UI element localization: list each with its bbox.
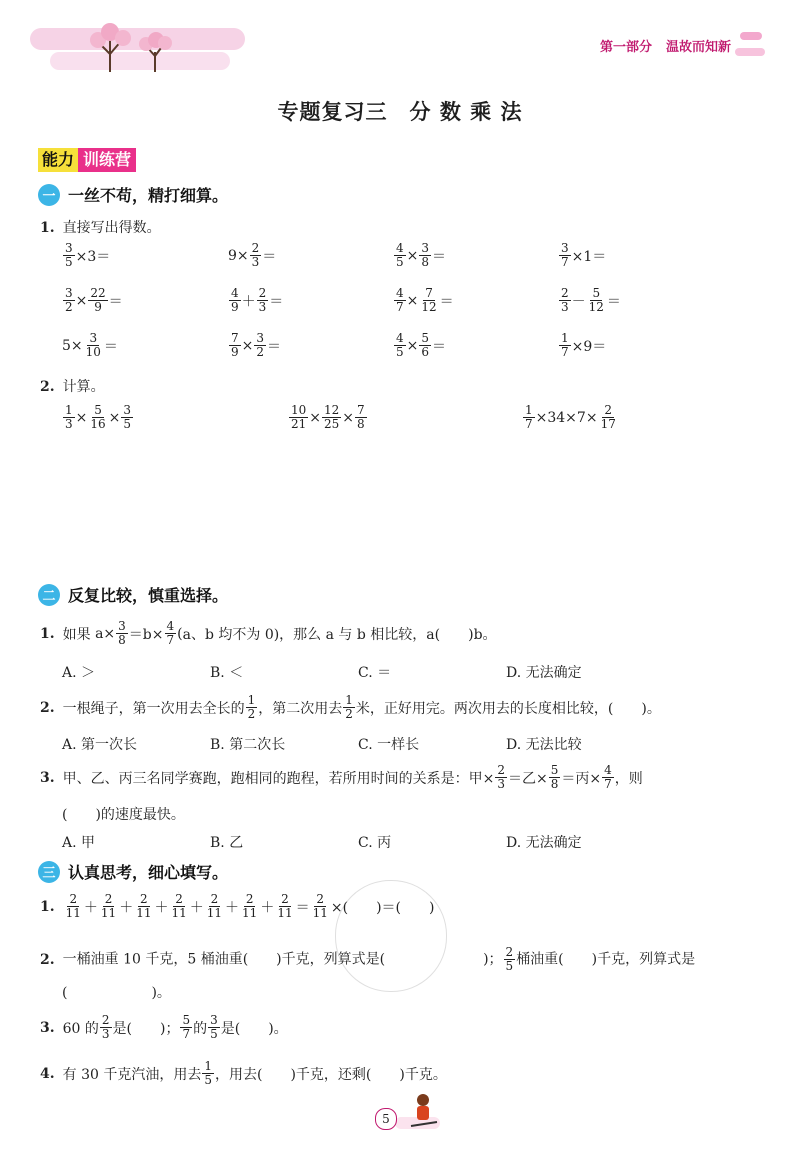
question-text: 甲、乙、丙三名同学赛跑，跑相同的跑程，若所用时间的关系是：甲×: [62, 770, 495, 787]
question: [40, 217, 161, 237]
option[interactable]: D. 无法确定: [506, 835, 582, 851]
section-title: 反复比较，慎重选择。: [68, 586, 229, 605]
header-label: [600, 36, 745, 55]
math-expression: $\frac{3}{7}$ ×1＝: [561, 241, 607, 269]
question-text: 桶油重( )千克，列算式是: [516, 951, 696, 968]
question-number: 3.: [40, 1019, 55, 1036]
question-text: 如果: [62, 626, 91, 643]
math-expression: $\frac{4}{7}$ × $\frac{7}{12}$ ＝: [396, 286, 454, 314]
question-number: 1.: [40, 625, 55, 642]
question-text: ＝丙×: [561, 770, 602, 787]
section-badge: [38, 148, 136, 172]
question-text: ，则: [614, 770, 643, 787]
section-heading: [38, 183, 228, 206]
section-title: 一丝不苟，精打细算。: [68, 186, 229, 205]
math-expression: $\frac{2}{3}$ － $\frac{5}{12}$ ＝: [561, 286, 621, 314]
math-expression: $\frac{7}{9}$ × $\frac{3}{2}$ ＝: [231, 331, 282, 359]
question-number: 2.: [40, 699, 55, 716]
question: 1. 如果 a× $\frac{3}{8}$ ＝b× $\frac{4}{7}$ ( a、b 均不为 0)，那么 a 与 b 相比较，a( )b。: [40, 619, 497, 647]
math-expression: $\frac{1}{7}$ ×34×7× $\frac{2}{17}$: [525, 403, 616, 431]
math-expression: $\frac{1}{3}$ × $\frac{5}{16}$ × $\frac{3}{5}$: [65, 403, 132, 431]
header-decoration: [735, 48, 765, 56]
cherry-tree-icon: [70, 14, 190, 74]
question-text: 60 的: [62, 1020, 99, 1037]
page-title: 专题复习三 分 数 乘 法: [277, 100, 523, 124]
section-heading: [38, 583, 228, 606]
math-expression: $\frac{10}{21}$ × $\frac{12}{25}$ × $\frac{7}{8}$: [291, 403, 365, 431]
header-decoration: [740, 32, 762, 40]
question-text: ( )。: [62, 985, 171, 1001]
question-text: 有 30 千克汽油，用去: [62, 1066, 202, 1083]
question-number: 4.: [40, 1065, 55, 1082]
question-text: ，用去( )千克，还剩( )千克。: [214, 1066, 447, 1083]
question: 3. 甲、乙、丙三名同学赛跑，跑相同的跑程，若所用时间的关系是：甲× $\frac{2}{3}$ ＝乙× $\frac{5}{8}$ ＝丙× $\frac{4}{7}$ ，则: [40, 763, 643, 791]
option[interactable]: C. 丙: [358, 835, 392, 851]
option[interactable]: A. ＞: [62, 665, 96, 681]
section-number: 二: [38, 584, 60, 606]
part-label: 第一部分: [600, 40, 653, 55]
question-text: ×( )＝( ): [330, 899, 435, 916]
question-number: 1.: [40, 898, 55, 915]
question-text: ( )的速度最快。: [62, 807, 185, 823]
question-text: a、b 均不为 0)，那么 a 与 b 相比较，a( )b。: [182, 626, 497, 643]
question-number: 2.: [40, 951, 55, 968]
question-text: 一桶油重 10 千克，5 桶油重( )千克，列算式是( )；: [62, 951, 503, 968]
question-text: ＝乙×: [508, 770, 548, 787]
page-number: 5: [375, 1108, 397, 1130]
question-number: 1.: [40, 220, 55, 236]
math-expression: $\frac{3}{5}$ ×3＝: [65, 241, 111, 269]
math-expression: $\frac{4}{5}$ × $\frac{3}{8}$ ＝: [396, 241, 447, 269]
question-text: ，第二次用去: [258, 700, 343, 717]
badge-left: 能力: [38, 148, 78, 172]
math-expression: $\frac{4}{5}$ × $\frac{5}{6}$ ＝: [396, 331, 447, 359]
option[interactable]: B. 乙: [210, 835, 244, 851]
option[interactable]: B. ＜: [210, 665, 244, 681]
option[interactable]: D. 无法确定: [506, 665, 582, 681]
math-expression: $\frac{4}{9}$ ＋ $\frac{2}{3}$ ＝: [231, 286, 284, 314]
question-text: 一根绳子，第一次用去全长的: [62, 700, 245, 717]
question: [40, 376, 105, 396]
option[interactable]: C. ＝: [358, 665, 392, 681]
question-text: 是( )。: [220, 1020, 288, 1037]
badge-right: 训练营: [78, 148, 136, 172]
question-text: (: [177, 625, 183, 642]
question-number: 3.: [40, 769, 55, 786]
question-text: 计算。: [62, 379, 105, 395]
math-expression: $\frac{1}{7}$ ×9＝: [561, 331, 607, 359]
math-expression: 5× $\frac{3}{10}$ ＝: [62, 331, 118, 359]
question-text: 米，正好用完。两次用去的长度相比较，( )。: [355, 700, 661, 717]
option[interactable]: D. 无法比较: [506, 737, 582, 753]
section-heading: [38, 860, 228, 883]
question: 1. $\frac{2}{11}$ ＋ $\frac{2}{11}$ ＋ $\frac{2}{11}$ ＋ $\frac{2}{11}$ ＋ $\frac{2}{11}$ ＋ $\frac{2}{11}$ ＋ $\frac{2}{11}$ ＝ $\frac{2}{11}$ ×( )＝( ): [40, 892, 435, 920]
skier-icon: [405, 1092, 441, 1132]
question-text: 直接写出得数。: [62, 220, 161, 236]
part-subtitle: 温故而知新: [666, 40, 732, 55]
question: 2. 一桶油重 10 千克，5 桶油重( )千克，列算式是( )； $\frac{2}{5}$ 桶油重( )千克，列算式是: [40, 945, 696, 973]
option[interactable]: C. 一样长: [358, 737, 420, 753]
section-title: 认真思考，细心填写。: [68, 863, 229, 882]
math-expression: 9× $\frac{2}{3}$ ＝: [228, 241, 277, 269]
option[interactable]: A. 甲: [62, 835, 96, 851]
question-number: 2.: [40, 379, 55, 395]
math-expression: $\frac{3}{2}$ × $\frac{22}{9}$ ＝: [65, 286, 123, 314]
question-text: 的: [193, 1020, 208, 1037]
question: 2. 一根绳子，第一次用去全长的 $\frac{1}{2}$ ，第二次用去 $\frac{1}{2}$ 米，正好用完。两次用去的长度相比较，( )。: [40, 693, 661, 721]
section-number: 一: [38, 184, 60, 206]
question: 4. 有 30 千克汽油，用去 $\frac{1}{5}$ ，用去( )千克，还剩( )千克。: [40, 1059, 447, 1087]
option[interactable]: B. 第二次长: [210, 737, 286, 753]
section-number: 三: [38, 861, 60, 883]
question-text: 是( )；: [112, 1020, 180, 1037]
question: 3. 60 的 $\frac{2}{3}$ 是( )； $\frac{5}{7}$ 的 $\frac{3}{5}$ 是( )。: [40, 1013, 288, 1041]
option[interactable]: A. 第一次长: [62, 737, 138, 753]
